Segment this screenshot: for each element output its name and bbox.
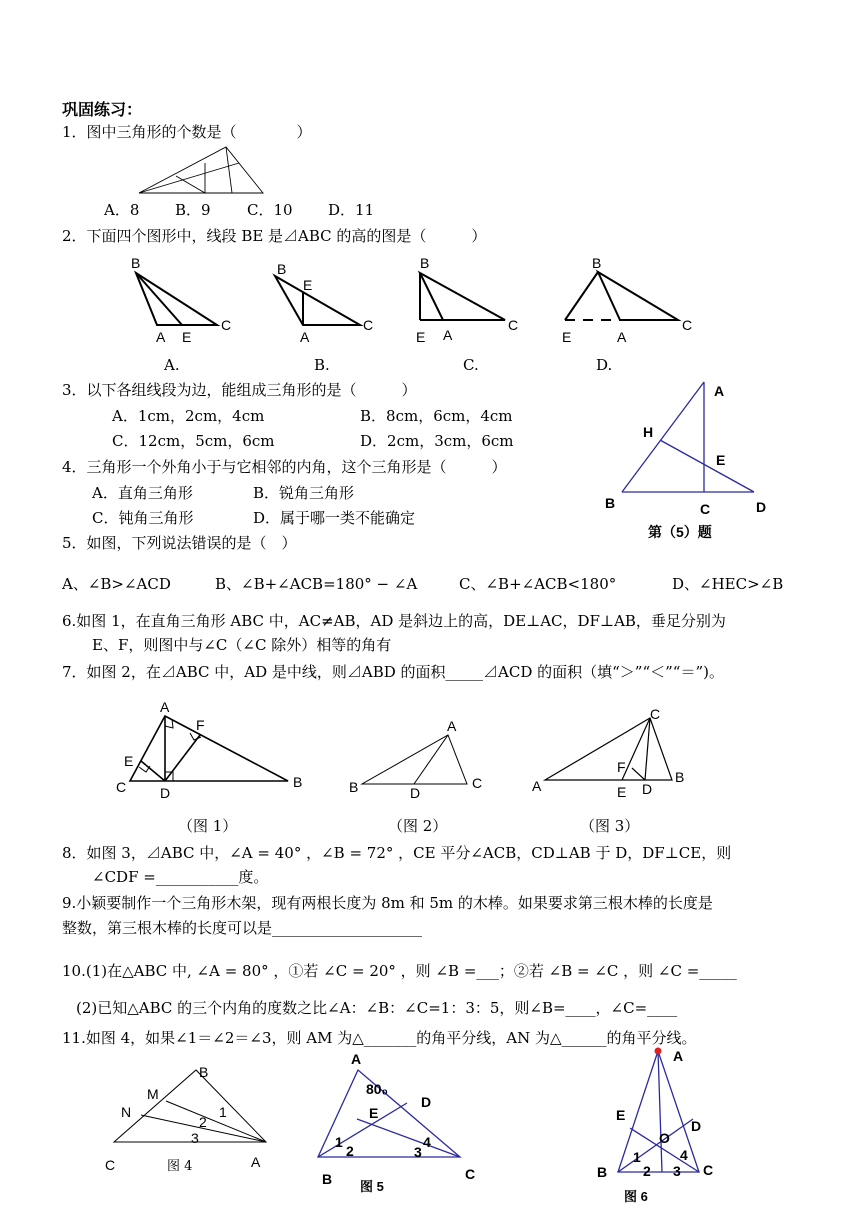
- q1-stem: 1．图中三角形的个数是（ ）: [62, 123, 312, 141]
- q2d-label-a: A: [617, 329, 627, 345]
- q5-label-e: E: [716, 452, 726, 468]
- q2c-label-e: E: [416, 329, 426, 345]
- q2d-label-b: B: [592, 255, 602, 271]
- fig4-label-a: A: [251, 1154, 261, 1170]
- q1-option-d: D．11: [328, 201, 375, 219]
- q9-line2: 整数，第三根木棒的长度可以是____________________: [62, 919, 423, 937]
- fig6-label-1: 1: [633, 1149, 641, 1165]
- q8-line1: 8．如图 3，⊿ABC 中，∠A = 40° ，∠B = 72° ，CE 平分∠ACB，CD⊥AB 于 D，DF⊥CE，则: [62, 844, 732, 862]
- figure3-caption: （图 3）: [580, 817, 640, 835]
- fig6-label-2: 2: [643, 1163, 651, 1179]
- q2d-label-c: C: [682, 317, 693, 333]
- q6-line2: E、F，则图中与∠C（∠C 除外）相等的角有: [92, 636, 392, 654]
- q1-option-c: C．10: [247, 201, 293, 219]
- fig5-label-c: C: [465, 1166, 476, 1182]
- fig3-label-d: D: [642, 781, 653, 797]
- fig5-label-3: 3: [414, 1144, 422, 1160]
- fig3-label-e: E: [617, 784, 627, 800]
- figure2-caption: （图 2）: [388, 817, 448, 835]
- q2b-label-b: B: [277, 261, 287, 277]
- fig6-label-b: B: [597, 1164, 608, 1180]
- q9-line1: 9.小颖要制作一个三角形木架，现有两根长度为 8m 和 5m 的木棒。如果要求第三根木棒的长度是: [62, 894, 713, 912]
- q3-option-b: B．8cm，6cm，4cm: [360, 407, 513, 425]
- fig5-label-e: E: [369, 1105, 379, 1121]
- q3-stem: 3．以下各组线段为边，能组成三角形的是（ ）: [62, 381, 417, 399]
- fig6-label-d: D: [691, 1118, 702, 1134]
- figure5-caption: 图 5: [360, 1179, 384, 1194]
- q4-stem: 4．三角形一个外角小于与它相邻的内角，这个三角形是（ ）: [62, 458, 507, 476]
- fig2-label-c: C: [472, 775, 483, 791]
- figure2-triangle: [362, 735, 467, 784]
- fig5-label-2: 2: [346, 1143, 354, 1159]
- q2d-label-e: E: [562, 329, 572, 345]
- fig6-label-3: 3: [673, 1163, 681, 1179]
- q1-option-a: A．8: [104, 201, 140, 219]
- fig4-label-b: B: [199, 1064, 209, 1080]
- q5-figure-caption: 第（5）题: [648, 524, 712, 540]
- fig2-label-b: B: [349, 779, 359, 795]
- figure4-triangle: [114, 1070, 266, 1142]
- q5-label-a: A: [714, 383, 725, 399]
- figure3-triangle: [545, 718, 672, 780]
- q3-option-d: D．2cm，3cm，6cm: [360, 432, 514, 450]
- q2-caption-d: D.: [596, 356, 613, 374]
- figure1-caption: （图 1）: [178, 817, 238, 835]
- fig3-label-f: F: [617, 759, 626, 775]
- fig6-label-c: C: [703, 1162, 714, 1178]
- fig6-label-o: O: [659, 1130, 670, 1146]
- fig3-label-a: A: [532, 778, 542, 794]
- heading: 巩固练习：: [62, 100, 143, 119]
- q4-option-a: A．直角三角形: [92, 484, 193, 502]
- fig3-label-b: B: [675, 769, 685, 785]
- q2a-label-b: B: [131, 255, 141, 271]
- q2b-label-a: A: [300, 329, 310, 345]
- fig6-label-e: E: [616, 1107, 626, 1123]
- q2b-label-e: E: [303, 277, 313, 293]
- fig3-label-c: C: [650, 706, 661, 722]
- q3-option-c: C．12cm，5cm，6cm: [112, 432, 275, 450]
- q5-option-b: B、∠B+∠ACB=180° − ∠A: [215, 575, 418, 593]
- q5-figure: [622, 382, 754, 492]
- fig4-label-n: N: [121, 1104, 132, 1120]
- q5-label-h: H: [643, 424, 654, 440]
- fig1-label-e: E: [124, 753, 134, 769]
- fig1-label-d: D: [160, 785, 171, 801]
- q2b-label-c: C: [363, 317, 374, 333]
- q5-option-c: C、∠B+∠ACB<180°: [459, 575, 617, 593]
- fig4-label-2: 2: [199, 1114, 207, 1130]
- figure4-caption: 图 4: [167, 1159, 193, 1174]
- fig5-label-1: 1: [335, 1134, 343, 1150]
- q2-caption-b: B.: [314, 356, 330, 374]
- q5-option-a: A、∠B>∠ACD: [62, 575, 171, 593]
- fig6-label-a: A: [673, 1048, 684, 1064]
- fig2-label-d: D: [410, 785, 421, 801]
- q2c-label-b: B: [420, 255, 430, 271]
- fig6-point-a: [655, 1048, 662, 1055]
- fig4-label-m: M: [147, 1086, 159, 1102]
- fig4-label-1: 1: [219, 1104, 227, 1120]
- q2a-label-a: A: [156, 329, 166, 345]
- q5-label-d: D: [756, 499, 767, 515]
- q4-option-c: C．钝角三角形: [92, 509, 194, 527]
- q2-figure-c: [420, 273, 505, 320]
- fig5-label-b: B: [322, 1171, 333, 1187]
- q7-stem: 7．如图 2，在⊿ABC 中，AD 是中线，则⊿ABD 的面积_____⊿ACD 的面积（填“＞”“＜”“＝”)。: [62, 663, 724, 681]
- q6-line1: 6.如图 1，在直角三角形 ABC 中，AC≠AB，AD 是斜边上的高，DE⊥AC，DF⊥AB，垂足分别为: [62, 612, 726, 630]
- figure1-triangle: [130, 716, 288, 781]
- q2-caption-a: A.: [164, 356, 180, 374]
- fig5-label-4: 4: [423, 1134, 431, 1150]
- q5-label-b: B: [605, 495, 616, 511]
- fig6-label-4: 4: [680, 1147, 688, 1163]
- q4-option-d: D．属于哪一类不能确定: [253, 509, 416, 527]
- q5-option-d: D、∠HEC>∠B: [672, 575, 784, 593]
- q2-stem: 2．下面四个图形中，线段 BE 是⊿ABC 的高的图是（ ）: [62, 227, 487, 245]
- q10-line2: (2)已知△ABC 的三个内角的度数之比∠A：∠B：∠C=1：3：5，则∠B=____，∠C=____: [76, 999, 678, 1017]
- q2a-label-c: C: [221, 317, 232, 333]
- q2-caption-c: C.: [463, 356, 479, 374]
- q2c-label-a: A: [443, 327, 453, 343]
- fig5-label-a: A: [351, 1051, 362, 1067]
- q1-option-b: B．9: [175, 201, 211, 219]
- fig4-label-c: C: [105, 1157, 116, 1173]
- fig1-label-a: A: [160, 699, 170, 715]
- q1-triangle-figure: [139, 147, 263, 193]
- fig5-label-80: 80₀: [366, 1081, 388, 1097]
- q2a-label-e: E: [182, 329, 192, 345]
- q8-line2: ∠CDF =___________度。: [92, 868, 269, 886]
- fig1-label-c: C: [116, 779, 127, 795]
- fig1-label-b: B: [293, 774, 303, 790]
- q2c-label-c: C: [508, 317, 519, 333]
- figure6-caption: 图 6: [624, 1189, 648, 1204]
- q2-figure-d: [565, 272, 678, 320]
- fig2-label-a: A: [447, 718, 457, 734]
- q2-figure-b: [275, 276, 360, 325]
- q10-line1: 10.(1)在△ABC 中, ∠A = 80° ，①若 ∠C = 20° ，则 ∠B =___；②若 ∠B = ∠C ，则 ∠C =_____: [62, 962, 737, 980]
- q5-stem: 5．如图，下列说法错误的是（ ）: [62, 534, 297, 552]
- q4-option-b: B．锐角三角形: [253, 484, 355, 502]
- q2-figure-a: [136, 273, 217, 325]
- q3-option-a: A．1cm，2cm，4cm: [112, 407, 265, 425]
- fig5-label-d: D: [421, 1094, 432, 1110]
- q5-label-c: C: [700, 501, 711, 517]
- q11-stem: 11.如图 4，如果∠1＝∠2＝∠3，则 AM 为△_______的角平分线，AN 为△______的角平分线。: [62, 1029, 697, 1047]
- fig1-label-f: F: [196, 717, 205, 733]
- fig4-label-3: 3: [191, 1130, 199, 1146]
